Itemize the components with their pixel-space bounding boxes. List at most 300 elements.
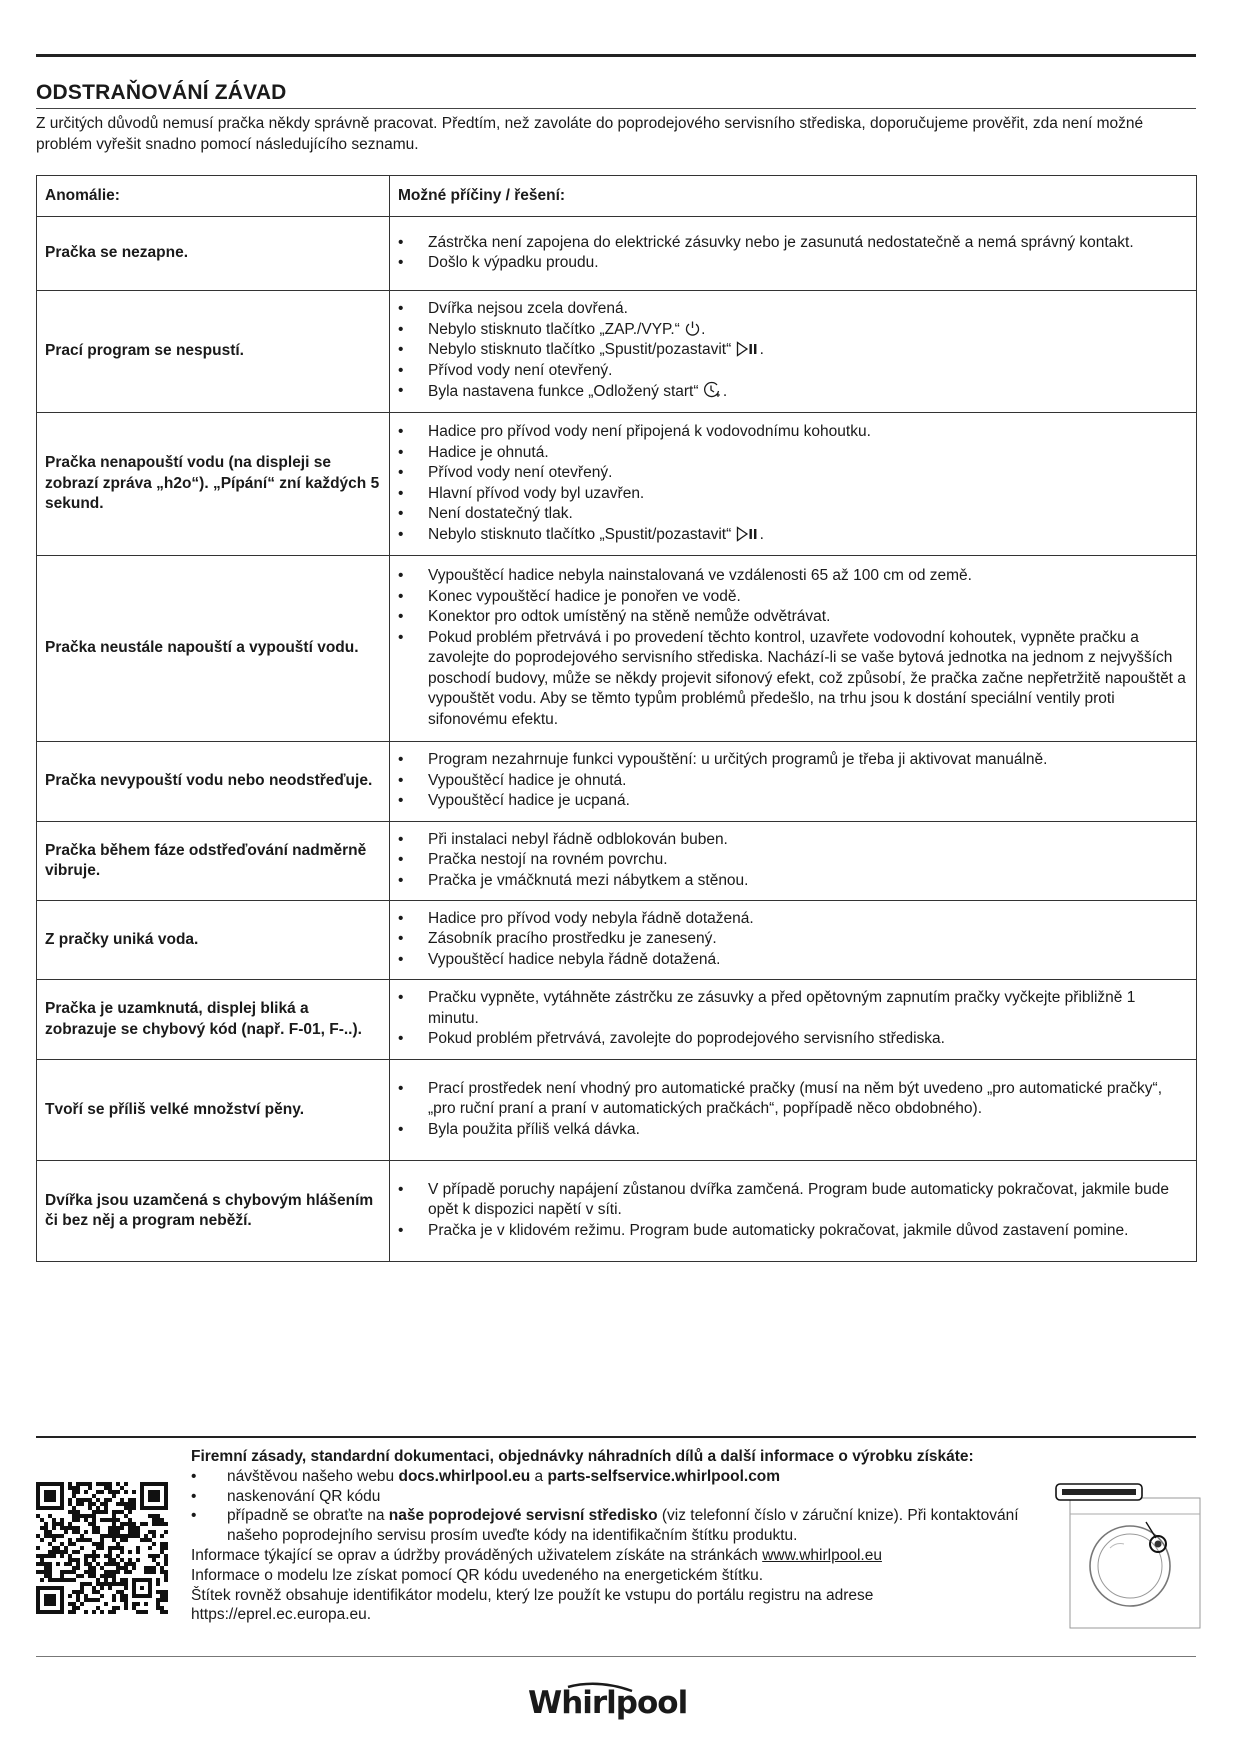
cause-item: • Byla použita příliš velká dávka. <box>398 1120 1186 1141</box>
qr-module <box>128 1502 132 1506</box>
cause-item: • V případě poruchy napájení zůstanou dvířka zamčená. Program bude automaticky pokračovat, jakmile bude opět k dispozici napětí v síti. <box>398 1180 1186 1221</box>
qr-module <box>88 1554 92 1558</box>
qr-module <box>112 1574 116 1578</box>
qr-module <box>48 1550 52 1554</box>
qr-module <box>36 1562 40 1566</box>
qr-module <box>124 1506 128 1510</box>
causes-list <box>398 1079 1186 1141</box>
qr-module <box>120 1582 124 1586</box>
docs-link[interactable]: docs.whirlpool.eu <box>398 1467 531 1485</box>
qr-module <box>92 1574 96 1578</box>
qr-module <box>128 1518 132 1522</box>
qr-module <box>68 1538 72 1542</box>
qr-module <box>124 1602 128 1606</box>
cause-item: • Vypouštěcí hadice je ucpaná. <box>398 791 1186 812</box>
qr-module <box>116 1554 120 1558</box>
qr-module <box>36 1534 40 1538</box>
qr-module <box>92 1530 96 1534</box>
qr-module <box>104 1578 108 1582</box>
qr-module <box>72 1506 76 1510</box>
cause-item: • Vypouštěcí hadice je ohnutá. <box>398 771 1186 792</box>
qr-module <box>152 1570 156 1574</box>
qr-module <box>112 1570 116 1574</box>
qr-module <box>104 1582 108 1586</box>
qr-module <box>108 1550 112 1554</box>
qr-module <box>56 1546 60 1550</box>
qr-module <box>132 1506 136 1510</box>
footer-heading: Firemní zásady, standardní dokumentaci, objednávky náhradních dílů a další informace o výrobku získáte: <box>191 1448 974 1465</box>
qr-module <box>104 1506 108 1510</box>
qr-module <box>100 1534 104 1538</box>
qr-module <box>164 1594 168 1598</box>
qr-module <box>108 1530 112 1534</box>
table-row <box>37 556 1197 742</box>
cause-item: • Pokud problém přetrvává, zavolejte do poprodejového servisního střediska. <box>398 1029 1186 1050</box>
qr-module <box>44 1534 48 1538</box>
qr-module <box>144 1602 148 1606</box>
qr-module <box>152 1558 156 1562</box>
qr-module <box>156 1606 160 1610</box>
qr-module <box>48 1566 52 1570</box>
anomaly-cell: Z pračky uniká voda. <box>37 901 390 980</box>
cause-item: • Hadice pro přívod vody není připojená k vodovodnímu kohoutku. <box>398 422 1186 443</box>
qr-module <box>156 1518 160 1522</box>
qr-module <box>36 1554 40 1558</box>
qr-module <box>128 1530 132 1534</box>
qr-module <box>92 1566 96 1570</box>
footer-model-info: Informace o modelu lze získat pomocí QR kódu uvedeného na energetickém štítku. <box>191 1566 764 1584</box>
delay-start-icon <box>703 381 723 399</box>
qr-module <box>164 1562 168 1566</box>
qr-module <box>104 1562 108 1566</box>
qr-module <box>36 1570 40 1574</box>
qr-module <box>136 1602 140 1606</box>
qr-module <box>44 1554 48 1558</box>
qr-module <box>108 1486 112 1490</box>
qr-module <box>76 1562 80 1566</box>
qr-module <box>64 1550 68 1554</box>
qr-module <box>60 1518 64 1522</box>
causes-cell <box>390 1060 1197 1161</box>
qr-module <box>116 1534 120 1538</box>
cause-item: • Pračka nestojí na rovném povrchu. <box>398 850 1186 871</box>
qr-module <box>156 1514 160 1518</box>
table-row <box>37 1161 1197 1262</box>
qr-module <box>104 1510 108 1514</box>
qr-module <box>120 1522 124 1526</box>
cause-item-text: Nebylo stisknuto tlačítko „Spustit/pozastavit“ <box>428 525 732 543</box>
qr-module <box>84 1538 88 1542</box>
qr-module <box>96 1526 100 1530</box>
qr-module <box>164 1554 168 1558</box>
qr-module <box>56 1562 60 1566</box>
qr-module <box>48 1554 52 1558</box>
table-row <box>37 822 1197 901</box>
qr-module <box>88 1570 92 1574</box>
qr-module <box>96 1554 100 1558</box>
qr-module <box>68 1522 72 1526</box>
qr-module <box>48 1542 52 1546</box>
qr-module <box>124 1562 128 1566</box>
qr-module <box>152 1542 156 1546</box>
qr-module <box>80 1582 84 1586</box>
qr-module <box>120 1510 124 1514</box>
qr-module <box>120 1578 124 1582</box>
power-icon <box>684 320 701 337</box>
qr-module <box>108 1490 112 1494</box>
qr-module <box>124 1490 128 1494</box>
qr-module <box>108 1554 112 1558</box>
qr-module <box>144 1570 148 1574</box>
qr-module <box>48 1570 52 1574</box>
qr-module <box>80 1498 84 1502</box>
qr-module <box>48 1514 52 1518</box>
qr-module <box>52 1522 56 1526</box>
qr-module <box>84 1610 88 1614</box>
qr-module <box>116 1526 120 1530</box>
cause-item: • Byla nastavena funkce „Odložený start“ . <box>398 381 1186 403</box>
qr-module <box>112 1582 116 1586</box>
qr-module <box>164 1542 168 1546</box>
cause-item: • Hadice je ohnutá. <box>398 443 1186 464</box>
footer-eprel-info: Štítek rovněž obsahuje identifikátor modelu, který lze použít ke vstupu do portálu registru na adrese https://eprel.ec.europa.eu. <box>191 1586 874 1624</box>
qr-module <box>64 1570 68 1574</box>
qr-module <box>96 1506 100 1510</box>
qr-module <box>44 1530 48 1534</box>
qr-module <box>76 1538 80 1542</box>
qr-module <box>100 1546 104 1550</box>
qr-module <box>108 1534 112 1538</box>
qr-module <box>68 1498 72 1502</box>
qr-module <box>116 1530 120 1534</box>
qr-module <box>84 1514 88 1518</box>
qr-module <box>128 1526 132 1530</box>
qr-module <box>140 1538 144 1542</box>
qr-module <box>76 1510 80 1514</box>
causes-cell <box>390 901 1197 980</box>
qr-module <box>128 1522 132 1526</box>
cause-item-text: Nebylo stisknuto tlačítko „Spustit/pozastavit“ <box>428 341 732 359</box>
qr-module <box>152 1518 156 1522</box>
qr-module <box>76 1550 80 1554</box>
footer-text-part: návštěvou našeho webu <box>227 1467 399 1485</box>
qr-module <box>48 1562 52 1566</box>
qr-module <box>120 1526 124 1530</box>
qr-module <box>88 1506 92 1510</box>
qr-module <box>100 1582 104 1586</box>
qr-module <box>80 1534 84 1538</box>
qr-module <box>112 1598 116 1602</box>
footer-text-part: případně se obraťte na <box>227 1507 389 1525</box>
qr-module <box>60 1522 64 1526</box>
qr-module <box>56 1522 60 1526</box>
qr-module <box>164 1610 168 1614</box>
qr-module <box>156 1554 160 1558</box>
header-anomaly: Anomálie: <box>37 176 390 217</box>
qr-module <box>76 1502 80 1506</box>
footer-item-service <box>191 1506 1051 1546</box>
footer-repair-info <box>191 1546 1051 1566</box>
cause-item: • Při instalaci nebyl řádně odblokován buben. <box>398 830 1186 851</box>
qr-module <box>164 1558 168 1562</box>
qr-module <box>116 1542 120 1546</box>
qr-module <box>164 1530 168 1534</box>
qr-module <box>132 1498 136 1502</box>
footer-text-part: Informace týkající se oprav a údržby prováděných uživatelem získáte na stránkách <box>191 1546 763 1564</box>
qr-module <box>156 1590 160 1594</box>
qr-module <box>36 1546 40 1550</box>
qr-module <box>60 1542 64 1546</box>
cause-item: • Nebylo stisknuto tlačítko „Spustit/pozastavit“ . <box>398 525 1186 546</box>
qr-module <box>96 1542 100 1546</box>
qr-module <box>76 1518 80 1522</box>
qr-module <box>88 1566 92 1570</box>
qr-module <box>132 1566 136 1570</box>
table-row <box>37 901 1197 980</box>
play-pause-icon <box>736 341 760 357</box>
cause-item-text: Nebylo stisknuto tlačítko „ZAP./VYP.“ <box>428 320 680 338</box>
qr-module <box>76 1486 80 1490</box>
cause-item: • Program nezahrnuje funkci vypouštění: u určitých programů je třeba ji aktivovat manuálně. <box>398 750 1186 771</box>
qr-module <box>100 1490 104 1494</box>
qr-module <box>88 1502 92 1506</box>
qr-module <box>96 1490 100 1494</box>
qr-module <box>160 1610 164 1614</box>
qr-module <box>72 1494 76 1498</box>
qr-module <box>100 1510 104 1514</box>
causes-list <box>398 909 1186 971</box>
whirlpool-link[interactable]: www.whirlpool.eu <box>762 1546 882 1564</box>
qr-module <box>112 1518 116 1522</box>
qr-module <box>48 1574 52 1578</box>
qr-module <box>80 1514 84 1518</box>
qr-module <box>160 1546 164 1550</box>
qr-module <box>68 1502 72 1506</box>
qr-module <box>92 1586 96 1590</box>
qr-module <box>92 1510 96 1514</box>
qr-module <box>112 1530 116 1534</box>
qr-module <box>40 1578 44 1582</box>
qr-module <box>88 1598 92 1602</box>
qr-module <box>160 1594 164 1598</box>
qr-module <box>156 1602 160 1606</box>
causes-list <box>398 566 1186 730</box>
page-title: ODSTRAŇOVÁNÍ ZÁVAD <box>36 81 287 104</box>
qr-module <box>112 1490 116 1494</box>
qr-module <box>132 1562 136 1566</box>
qr-module <box>84 1598 88 1602</box>
qr-module <box>72 1606 76 1610</box>
qr-module <box>160 1518 164 1522</box>
qr-module <box>108 1518 112 1522</box>
qr-module <box>64 1562 68 1566</box>
qr-module <box>44 1574 48 1578</box>
qr-module <box>112 1594 116 1598</box>
qr-module <box>72 1550 76 1554</box>
qr-module <box>108 1586 112 1590</box>
qr-module <box>120 1538 124 1542</box>
qr-module <box>64 1546 68 1550</box>
qr-module <box>112 1606 116 1610</box>
qr-module <box>68 1482 72 1486</box>
qr-module <box>160 1598 164 1602</box>
qr-module <box>96 1590 100 1594</box>
qr-module <box>68 1570 72 1574</box>
causes-list <box>398 1180 1186 1242</box>
cause-item: • Hlavní přívod vody byl uzavřen. <box>398 484 1186 505</box>
cause-item: • Zástrčka není zapojena do elektrické zásuvky nebo je zasunutá nedostatečně a nemá správný kontakt. <box>398 233 1186 254</box>
qr-module <box>116 1518 120 1522</box>
qr-module <box>72 1486 76 1490</box>
qr-module <box>88 1522 92 1526</box>
qr-module <box>112 1510 116 1514</box>
qr-module <box>60 1574 64 1578</box>
causes-cell <box>390 291 1197 413</box>
qr-module <box>152 1534 156 1538</box>
qr-module <box>116 1606 120 1610</box>
qr-module <box>156 1562 160 1566</box>
qr-module <box>128 1510 132 1514</box>
header-causes: Možné příčiny / řešení: <box>390 176 1197 217</box>
qr-module <box>68 1554 72 1558</box>
table-row <box>37 742 1197 822</box>
title-rule <box>36 108 1196 109</box>
qr-module <box>136 1534 140 1538</box>
qr-module <box>120 1594 124 1598</box>
qr-module <box>40 1562 44 1566</box>
qr-module <box>120 1558 124 1562</box>
qr-module <box>116 1482 120 1486</box>
qr-module <box>48 1530 52 1534</box>
cause-item: • Pračka je v klidovém režimu. Program bude automaticky pokračovat, jakmile důvod zastavení pomine. <box>398 1221 1186 1242</box>
qr-module <box>92 1554 96 1558</box>
qr-module <box>128 1534 132 1538</box>
cause-item: • Vypouštěcí hadice nebyla řádně dotažená. <box>398 950 1186 971</box>
qr-module <box>60 1534 64 1538</box>
qr-module <box>92 1522 96 1526</box>
qr-module <box>116 1566 120 1570</box>
qr-module <box>124 1594 128 1598</box>
cause-item: • Přívod vody není otevřený. <box>398 361 1186 382</box>
qr-module <box>84 1558 88 1562</box>
qr-module <box>136 1526 140 1530</box>
qr-module <box>132 1490 136 1494</box>
causes-list <box>398 299 1186 403</box>
causes-cell <box>390 556 1197 742</box>
qr-module <box>96 1498 100 1502</box>
qr-module <box>56 1534 60 1538</box>
washing-machine-label-illustration <box>1050 1478 1190 1618</box>
footer-list <box>191 1467 1051 1546</box>
qr-module <box>132 1602 136 1606</box>
qr-module <box>120 1534 124 1538</box>
cause-item: • Vypouštěcí hadice nebyla nainstalovaná ve vzdálenosti 65 až 100 cm od země. <box>398 566 1186 587</box>
qr-module <box>100 1586 104 1590</box>
cause-item-text: Byla nastavena funkce „Odložený start“ <box>428 383 699 401</box>
qr-module <box>92 1550 96 1554</box>
qr-module <box>80 1590 84 1594</box>
qr-module <box>124 1534 128 1538</box>
qr-module <box>144 1566 148 1570</box>
qr-module <box>68 1594 72 1598</box>
footer-item-qr: • naskenování QR kódu <box>191 1487 1051 1507</box>
qr-module <box>56 1550 60 1554</box>
qr-module <box>100 1594 104 1598</box>
qr-module <box>124 1586 128 1590</box>
qr-module <box>112 1538 116 1542</box>
qr-module <box>92 1570 96 1574</box>
qr-module <box>148 1530 152 1534</box>
qr-module <box>116 1590 120 1594</box>
qr-module <box>100 1610 104 1614</box>
qr-module <box>164 1590 168 1594</box>
qr-module <box>92 1542 96 1546</box>
qr-module <box>128 1558 132 1562</box>
qr-module <box>108 1610 112 1614</box>
qr-module <box>152 1554 156 1558</box>
qr-module <box>120 1550 124 1554</box>
qr-module <box>128 1498 132 1502</box>
qr-module <box>160 1566 164 1570</box>
whirlpool-logo <box>528 1681 688 1727</box>
qr-module <box>124 1598 128 1602</box>
qr-module <box>64 1578 68 1582</box>
qr-module <box>72 1514 76 1518</box>
causes-list <box>398 988 1186 1050</box>
qr-module <box>108 1498 112 1502</box>
qr-module <box>148 1538 152 1542</box>
qr-module <box>72 1490 76 1494</box>
qr-module <box>72 1566 76 1570</box>
parts-link[interactable]: parts-selfservice.whirlpool.com <box>547 1467 781 1485</box>
cause-item: • Pračka je vmáčknutá mezi nábytkem a stěnou. <box>398 871 1186 892</box>
qr-module <box>84 1570 88 1574</box>
qr-module <box>164 1598 168 1602</box>
qr-module <box>72 1590 76 1594</box>
qr-module <box>124 1514 128 1518</box>
qr-module <box>132 1502 136 1506</box>
qr-module <box>92 1598 96 1602</box>
qr-module <box>112 1514 116 1518</box>
qr-module <box>152 1514 156 1518</box>
qr-module <box>40 1554 44 1558</box>
qr-module <box>68 1486 72 1490</box>
cause-item: • Prací prostředek není vhodný pro automatické pračky (musí na něm být uvedeno „pro automatické pračky“, „pro ruční praní a praní v automatických pračkách“, popřípadě něco obdobného). <box>398 1079 1186 1120</box>
qr-module <box>88 1562 92 1566</box>
qr-module <box>52 1534 56 1538</box>
qr-module <box>112 1546 116 1550</box>
causes-cell <box>390 822 1197 901</box>
causes-list <box>398 422 1186 545</box>
qr-module <box>44 1522 48 1526</box>
qr-module <box>136 1530 140 1534</box>
qr-module <box>108 1562 112 1566</box>
qr-module <box>88 1538 92 1542</box>
qr-module <box>128 1570 132 1574</box>
cause-item: • Nebylo stisknuto tlačítko „ZAP./VYP.“ . <box>398 320 1186 341</box>
qr-module <box>104 1602 108 1606</box>
qr-module <box>80 1502 84 1506</box>
causes-list <box>398 830 1186 892</box>
qr-module <box>112 1562 116 1566</box>
qr-module <box>80 1546 84 1550</box>
qr-module <box>144 1534 148 1538</box>
qr-module <box>132 1534 136 1538</box>
qr-module <box>124 1582 128 1586</box>
qr-module <box>100 1566 104 1570</box>
qr-module <box>68 1562 72 1566</box>
qr-module <box>80 1482 84 1486</box>
